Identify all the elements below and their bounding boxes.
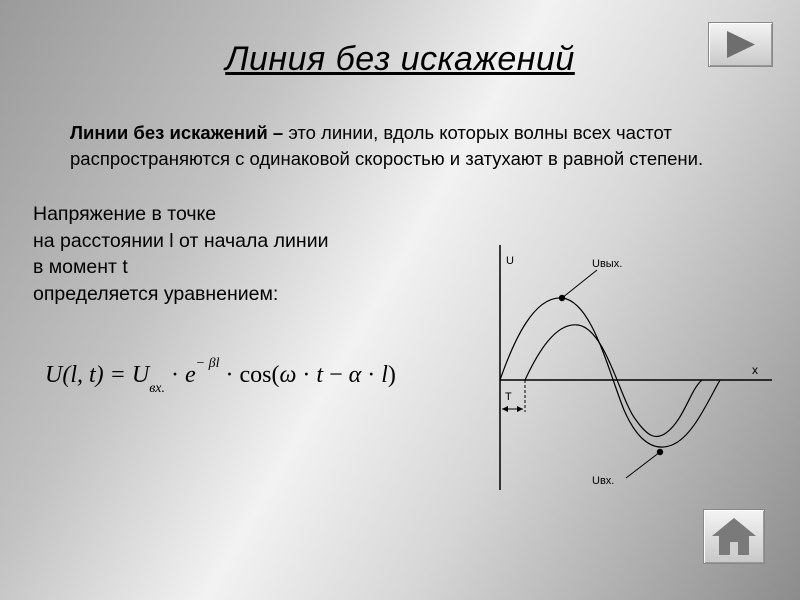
play-triangle-icon <box>709 23 772 66</box>
formula-dot: · <box>361 362 382 388</box>
definition-text <box>70 120 770 172</box>
formula-l: l <box>381 362 388 388</box>
input-leader <box>626 452 660 478</box>
y-axis-label: U <box>506 255 514 267</box>
formula-minus: − <box>323 362 349 388</box>
next-slide-button[interactable] <box>708 22 773 67</box>
output-leader <box>562 270 597 298</box>
formula-e: e <box>185 362 196 388</box>
definition-lead: Линии без искажений – <box>70 122 284 143</box>
formula-alpha: α <box>348 362 362 388</box>
intro-text <box>33 201 393 307</box>
house-icon <box>704 510 764 563</box>
formula-cos: · cos( <box>219 362 280 388</box>
definition-body: это линии, вдоль которых волны всех частот распространяются с одинаковой скоростью и затухают в равной степени. <box>70 122 704 169</box>
input-wave <box>500 298 720 447</box>
wave-diagram <box>460 240 780 495</box>
input-label: Uвх. <box>592 475 615 487</box>
formula-dot: · <box>165 362 185 388</box>
intro-line: определяется уравнением: <box>33 282 279 305</box>
output-label: Uвых. <box>592 258 623 270</box>
shift-arrowhead-right <box>517 406 523 412</box>
voltage-formula <box>45 356 465 412</box>
intro-line: на расстоянии l от начала линии <box>33 229 329 252</box>
intro-line: в момент t <box>33 256 128 278</box>
home-button[interactable] <box>703 509 765 564</box>
formula-exponent: − βl <box>195 356 220 371</box>
formula-u: U <box>131 362 150 388</box>
formula-dot: · <box>296 362 317 388</box>
formula-close: ) <box>387 362 396 388</box>
formula-t: t <box>316 362 324 388</box>
shift-label: T <box>505 391 512 403</box>
formula-lhs: U(l, t) = <box>45 362 132 388</box>
x-axis-label: x <box>752 363 758 377</box>
formula-u-sub: вх. <box>149 380 165 396</box>
slide-title: Линия без искажений <box>225 40 575 78</box>
formula-omega: ω <box>279 362 297 388</box>
shift-arrowhead-left <box>502 406 508 412</box>
intro-line: Напряжение в точке <box>33 203 217 225</box>
